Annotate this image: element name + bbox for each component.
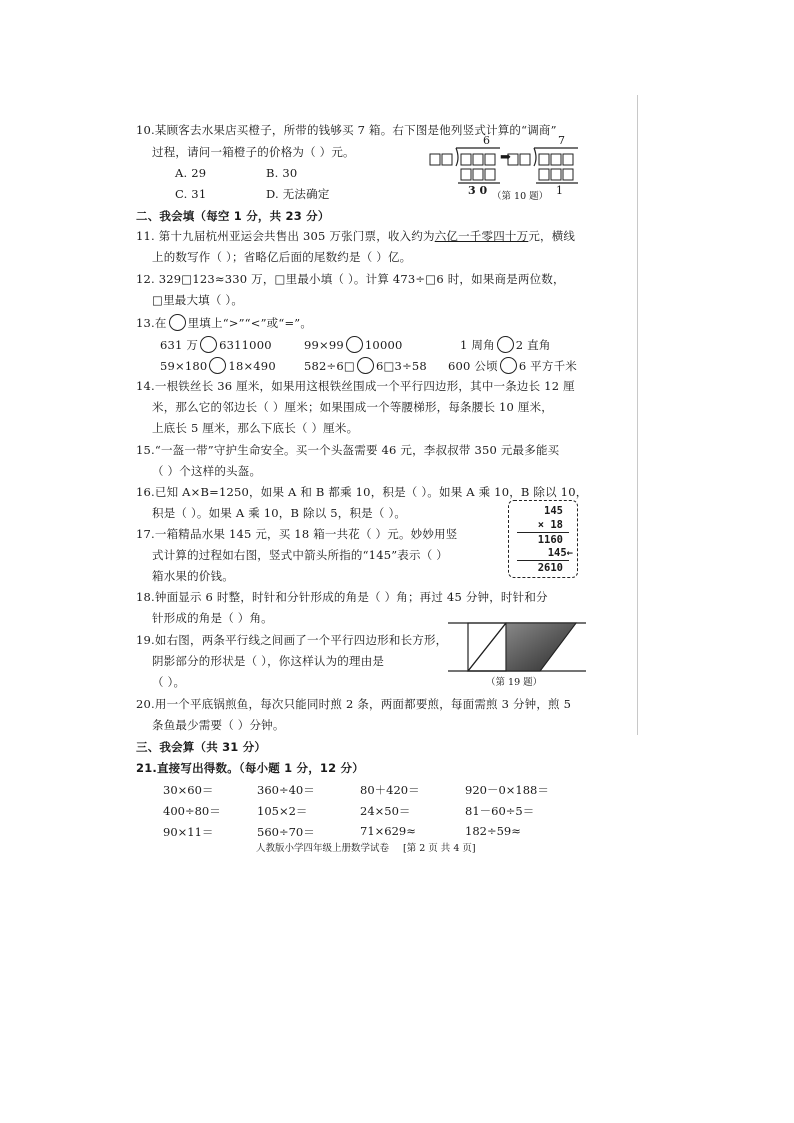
- q13-text-b: 里填上“>”“<”或“=”。: [187, 316, 313, 330]
- q13-row2-item2: [304, 357, 427, 374]
- circle-blank-icon: [497, 336, 514, 353]
- q13-r2-right: 18×490: [228, 359, 276, 373]
- q19-line1: 19.如右图，两条平行线之间画了一个平行四边形和长方形，: [136, 633, 448, 647]
- q14-line1: 14.一根铁丝长 36 厘米，如果用这根铁丝围成一个平行四边形，其中一条边长 12 厘: [136, 379, 575, 393]
- q19-caption: （第 19 题）: [486, 677, 543, 688]
- q13-r1-left3: 1 周角: [460, 338, 495, 352]
- q12-line2: □里最大填（ ）。: [152, 293, 244, 307]
- footer-page-number: [第 2 页 共 4 页]: [403, 843, 476, 854]
- q17-fig-line4: 145←: [547, 547, 573, 559]
- q17-fig-line2: × 18: [537, 519, 563, 531]
- q13-r2-left2: 582÷6□: [304, 359, 355, 373]
- q19-geometry-figure: [448, 618, 588, 690]
- q10-division-figure: [428, 136, 598, 206]
- circle-blank-icon: [209, 357, 226, 374]
- q17-fig-line3: 1160: [537, 534, 563, 546]
- q21-title: 21.直接写出得数。（每小题 1 分，12 分）: [136, 761, 364, 775]
- q17-fig-line1: 145: [544, 505, 563, 517]
- q13-row1-item1: [160, 336, 272, 353]
- q13-row2-item3: [448, 357, 577, 374]
- q13-r1-right: 6311000: [219, 338, 272, 352]
- q18-line2: 针形成的角是（ ）角。: [152, 611, 273, 625]
- q13-row2-item1: [160, 357, 276, 374]
- q21-r2c4: 81－60÷5＝: [465, 804, 535, 818]
- q10-option-c: C. 31: [175, 187, 207, 201]
- q21-r2c2: 105×2＝: [257, 804, 308, 818]
- q13-line1: [136, 314, 312, 331]
- q21-r2c1: 400÷80＝: [163, 804, 221, 818]
- q17-line3: 箱水果的价钱。: [152, 569, 234, 583]
- q13-r1-right2: 10000: [364, 338, 403, 352]
- q10-option-a: A. 29: [175, 166, 207, 180]
- q21-r3c2: 560÷70＝: [257, 825, 315, 839]
- q16-line1: 16.已知 A×B=1250，如果 A 和 B 都乘 10，积是（ ）。如果 A 乘 10，B 除以 10，: [136, 485, 588, 499]
- q13-text-a: 13.在: [136, 316, 167, 330]
- q11-line1: [136, 229, 575, 244]
- q10-option-b: B. 30: [266, 166, 298, 180]
- circle-blank-icon: [346, 336, 363, 353]
- q10-quotient-left: 6: [483, 134, 490, 147]
- q13-r2-left3: 600 公顷: [448, 359, 498, 373]
- q21-r2c3: 24×50＝: [360, 804, 411, 818]
- q11-text-b: 元，横线: [528, 229, 576, 243]
- q14-line3: 上底长 5 厘米，那么下底长（ ）厘米。: [152, 421, 359, 435]
- q19-line2: 阴影部分的形状是（ ），你这样认为的理由是: [152, 654, 385, 668]
- circle-blank-icon: [200, 336, 217, 353]
- q20-line2: 条鱼最少需要（ ）分钟。: [152, 718, 285, 732]
- q15-line2: （ ）个这样的头盔。: [152, 464, 262, 478]
- q10-remainder-right: 1: [556, 184, 563, 197]
- q21-r3c3: 71×629≈: [360, 824, 416, 838]
- q13-r2-right3: 6 平方千米: [518, 359, 577, 373]
- q10-caption: （第 10 题）: [492, 191, 549, 202]
- q19-line3: （ ）。: [152, 675, 186, 689]
- q10-line1: 10.某顾客去水果店买橙子，所带的钱够买 7 箱。右下图是他列竖式计算的“调商”: [136, 123, 557, 137]
- q17-line2: 式计算的过程如右图，竖式中箭头所指的“145”表示（ ）: [152, 548, 448, 562]
- page-fold-line: [637, 95, 638, 735]
- q12-line1: 12. 329□123≈330 万，□里最小填（ ）。计算 473÷□6 时，如果商是两位数，: [136, 272, 565, 286]
- q14-line2: 米，那么它的邻边长（ ）厘米；如果围成一个等腰梯形，每条腰长 10 厘米，: [152, 400, 553, 414]
- q16-line2: 积是（ ）。如果 A 乘 10，B 除以 5，积是（ ）。: [152, 506, 407, 520]
- q10-quotient-right: 7: [558, 134, 565, 147]
- arrow-right-icon: ➡: [500, 150, 511, 165]
- q21-r3c1: 90×11＝: [163, 825, 214, 839]
- q13-row1-item3: [460, 336, 551, 353]
- circle-blank-icon: [357, 357, 374, 374]
- q17-fig-line5: 2610: [537, 562, 563, 574]
- section-2-title: 二、我会填（每空 1 分，共 23 分）: [136, 209, 330, 223]
- q13-r1-left2: 99×99: [304, 338, 344, 352]
- q21-r1c2: 360÷40＝: [257, 783, 315, 797]
- q13-r1-left: 631 万: [160, 338, 199, 352]
- q10-line2: 过程，请问一箱橙子的价格为（ ）元。: [152, 145, 355, 159]
- q13-r1-right3: 2 直角: [515, 338, 551, 352]
- q20-line1: 20.用一个平底锅煎鱼，每次只能同时煎 2 条，两面都要煎，每面需煎 3 分钟，煎 5: [136, 697, 572, 711]
- q10-option-d: D. 无法确定: [266, 187, 330, 201]
- section-3-title: 三、我会算（共 31 分）: [136, 740, 267, 754]
- q15-line1: 15.“一盔一带”守护生命安全。买一个头盔需要 46 元，李叔叔带 350 元最多能买: [136, 443, 560, 457]
- q13-r2-right2: 6□3÷58: [375, 359, 427, 373]
- q21-r1c1: 30×60＝: [163, 783, 214, 797]
- q11-line2: 上的数写作（ ）；省略亿后面的尾数约是（ ）亿。: [152, 250, 412, 264]
- q17-line1: 17.一箱精品水果 145 元，买 18 箱一共花（ ）元。妙妙用竖: [136, 527, 458, 541]
- q10-remainder-left: 3 0: [468, 184, 488, 197]
- q21-r1c3: 80＋420＝: [360, 783, 420, 797]
- q21-r1c4: 920－0×188＝: [465, 783, 549, 797]
- q13-row1-item2: [304, 336, 403, 353]
- q21-r3c4: 182÷59≈: [465, 824, 521, 838]
- q13-r2-left: 59×180: [160, 359, 208, 373]
- footer-title: 人教版小学四年级上册数学试卷: [256, 843, 390, 854]
- circle-blank-icon: [500, 357, 517, 374]
- q17-multiplication-figure: [508, 500, 578, 578]
- q11-text-a: 11. 第十九届杭州亚运会共售出 305 万张门票，收入约为: [136, 229, 435, 243]
- circle-blank-icon: [169, 314, 186, 331]
- q11-underlined-number: 六亿一千零四十万: [434, 229, 529, 243]
- q18-line1: 18.钟面显示 6 时整，时针和分针形成的角是（ ）角；再过 45 分钟，时针和分: [136, 590, 548, 604]
